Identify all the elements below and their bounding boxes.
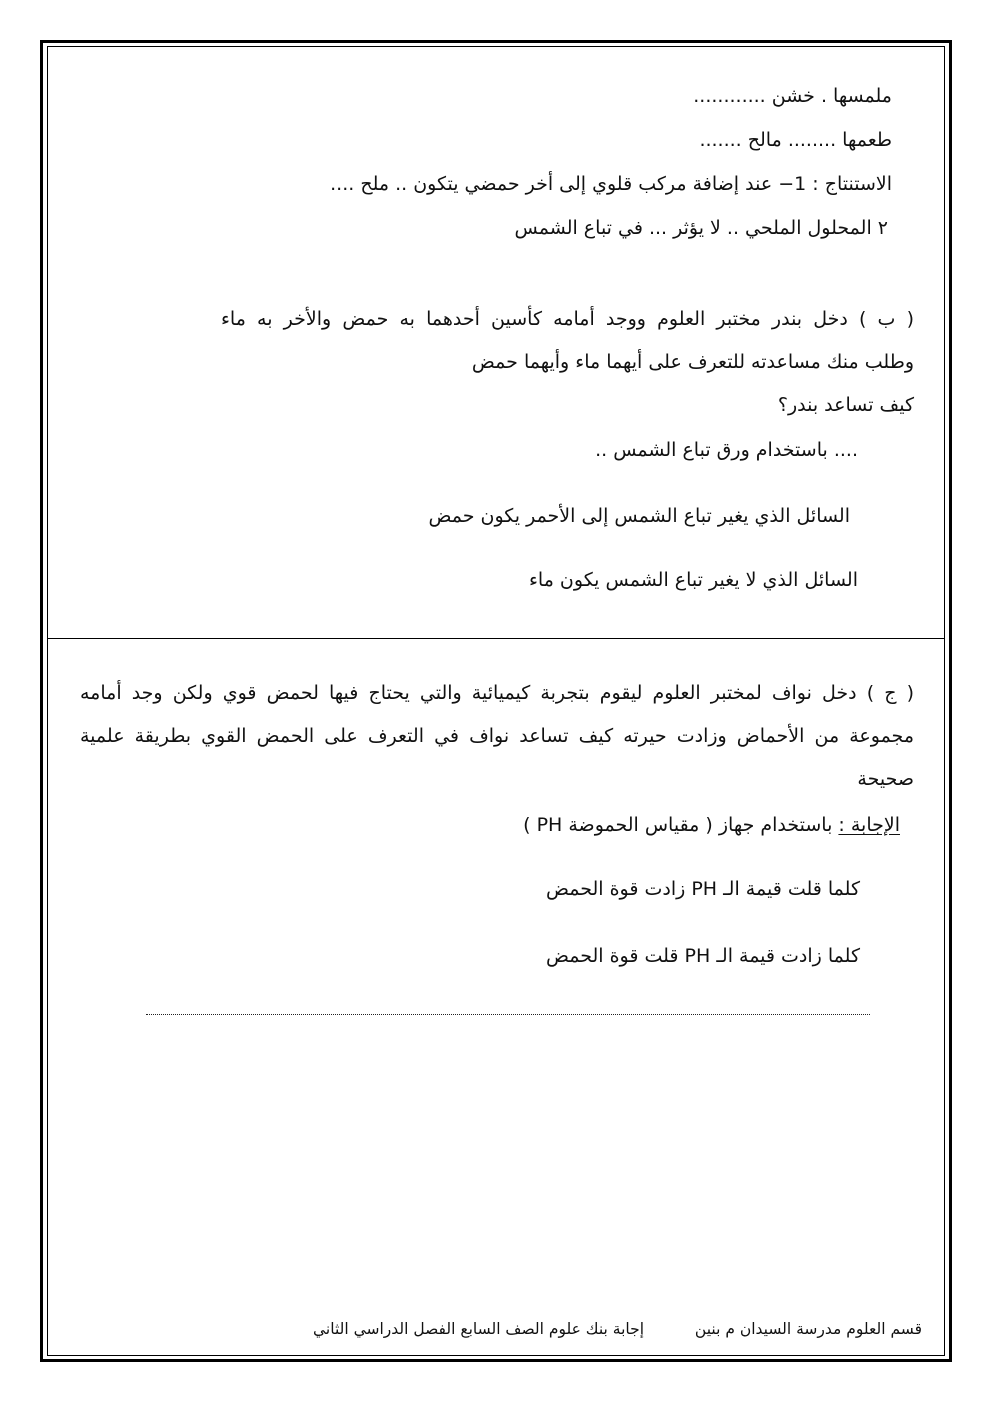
question-c-line-2: مجموعة من الأحماض وزادت حيرته كيف تساعد نواف في التعرف على الحمض القوي بطريقة علمية — [80, 725, 914, 747]
answer-b-water: السائل الذي لا يغير تباع الشمس يكون ماء — [528, 569, 858, 591]
question-b-line-1: ( ب ) دخل بندر مختبر العلوم ووجد أمامه كأسين أحدهما به حمض والأخر به ماء — [221, 308, 914, 330]
ph-rule-2: كلما زادت قيمة الـ PH قلت قوة الحمض — [545, 945, 860, 967]
question-c-line-1: ( ج ) دخل نواف لمختبر العلوم ليقوم بتجربة كيميائية والتي يحتاج فيها لحمض قوي ولكن وجد أمامه — [80, 682, 914, 704]
conclusion-line-2: ٢ المحلول الملحي .. لا يؤثر ... في تباع الشمس — [514, 217, 888, 239]
answer-b-method: .... باستخدام ورق تباع الشمس .. — [595, 439, 858, 461]
question-b-line-2: وطلب منك مساعدته للتعرف على أيهما ماء وأيهما حمض — [471, 351, 914, 373]
answer-c-text: باستخدام جهاز ( مقياس الحموضة PH ) — [523, 814, 833, 836]
answer-b-acid: السائل الذي يغير تباع الشمس إلى الأحمر يكون حمض — [428, 505, 850, 527]
footer-title: إجابة بنك علوم الصف السابع الفصل الدراسي الثاني — [313, 1320, 644, 1338]
question-b-line-3: كيف تساعد بندر؟ — [777, 394, 914, 416]
touch-line: ملمسها . خشن ............ — [693, 85, 892, 107]
section-divider — [47, 638, 945, 639]
answer-c-row — [523, 813, 900, 837]
conclusion-line-1: الاستنتاج : 1− عند إضافة مركب قلوي إلى أخر حمضي يتكون .. ملح .... — [330, 173, 892, 195]
taste-line: طعمها ........ مالح ....... — [699, 129, 892, 151]
question-c-line-3: صحيحة — [857, 768, 914, 790]
footer-department: قسم العلوم مدرسة السيدان م بنين — [694, 1320, 922, 1338]
answer-label: الإجابة : — [838, 814, 900, 836]
ph-rule-1: كلما قلت قيمة الـ PH زادت قوة الحمض — [545, 878, 860, 900]
dotted-answer-line — [146, 1014, 870, 1015]
